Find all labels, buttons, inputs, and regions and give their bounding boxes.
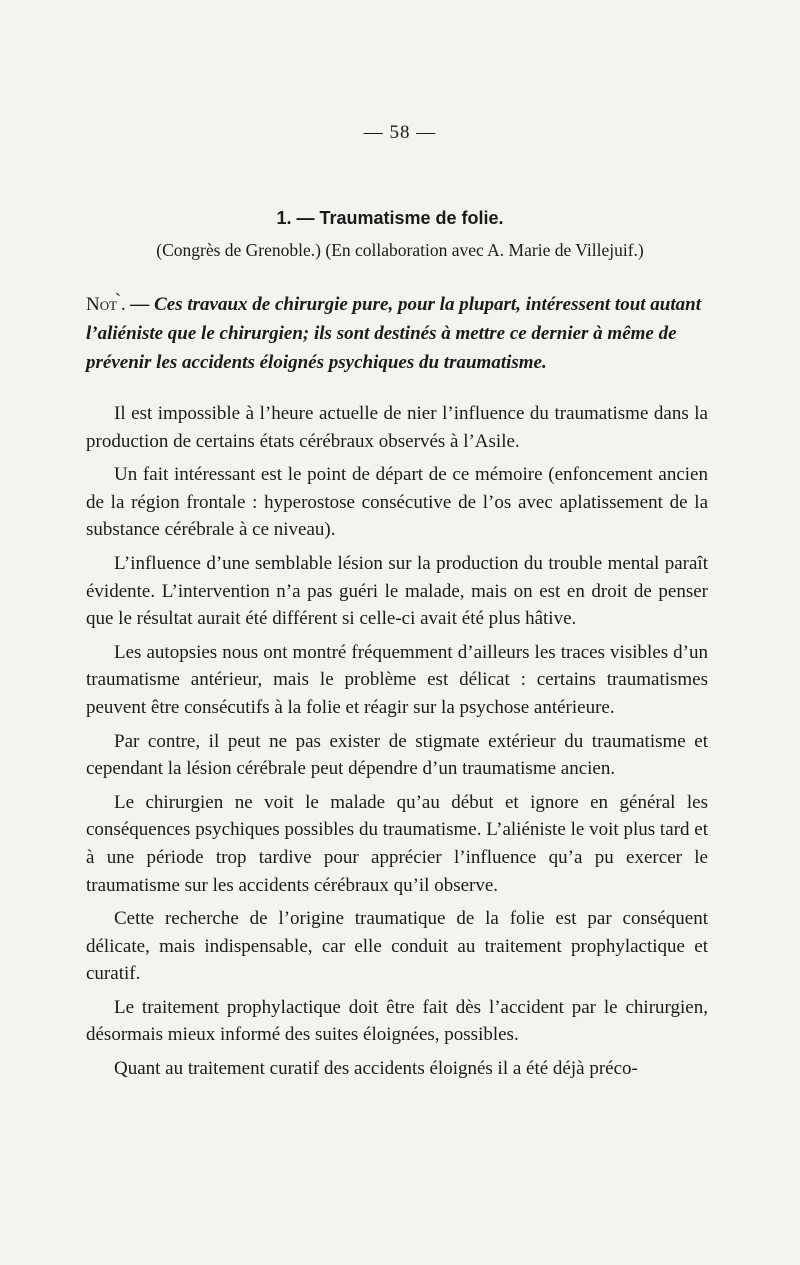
page-number: — 58 — bbox=[363, 122, 437, 143]
note-block bbox=[86, 290, 708, 377]
paragraph: Cette recherche de l’origine traumatique de la folie est par conséquent délicate, mais indispensable, car elle conduit au traitement prophylactique et curatif. bbox=[86, 908, 708, 985]
section-subheading: (Congrès de Grenoble.) (En collaboration avec A. Marie de Villejuif.) bbox=[156, 240, 644, 260]
note-text: — Ces travaux de chirurgie pure, pour la plupart, intéressent tout autant l’aliéniste que le chirurgien; ils sont destinés à mettre ce dernier à même de prévenir les accidents éloignés psychiques du traumatisme. bbox=[86, 294, 701, 373]
paragraph: Le traitement prophylactique doit être fait dès l’accident par le chirurgien, désormais mieux informé des suites éloignées, possibles. bbox=[86, 996, 708, 1046]
body-text bbox=[86, 400, 708, 1089]
paragraph: L’influence d’une semblable lésion sur la production du trouble mental paraît évidente. L’intervention n’a pas guéri le malade, mais on est en droit de penser que le résultat aurait été différent si celle-ci avait été plus hâtive. bbox=[86, 552, 708, 630]
section-heading: 1. — Traumatisme de folie. bbox=[276, 208, 504, 228]
paragraph: Le chirurgien ne voit le malade qu’au début et ignore en général les conséquences psychiques possibles du traumatisme. L’aliéniste le voit plus tard et à une période trop tardive pour apprécier l’influence qu’a pu exercer le traumatisme sur les accidents cérébraux qu’il observe. bbox=[86, 791, 708, 896]
paragraph: Quant au traitement curatif des accidents éloignés il a été déjà préco- bbox=[114, 1058, 638, 1080]
paragraph: Il est impossible à l’heure actuelle de nier l’influence du traumatisme dans la production de certains états cérébraux observés à l’Asile. bbox=[86, 403, 708, 452]
paragraph: Les autopsies nous ont montré fréquemment d’ailleurs les traces visibles d’un traumatisme antérieur, mais le problème est délicat : certains traumatismes peuvent être consécutifs à la folie et réagir sur la psychose antérieure. bbox=[86, 641, 708, 718]
paragraph: Un fait intéressant est le point de départ de ce mémoire (enfoncement ancien de la région frontale : hyperostose consécutive de l’os avec aplatissement de la substance cérébrale à ce niveau). bbox=[86, 464, 708, 541]
paragraph: Par contre, il peut ne pas exister de stigmate extérieur du traumatisme et cependant la lésion cérébrale peut dépendre d’un traumatisme ancien. bbox=[86, 730, 708, 780]
note-label: Not ̀. bbox=[86, 294, 126, 315]
